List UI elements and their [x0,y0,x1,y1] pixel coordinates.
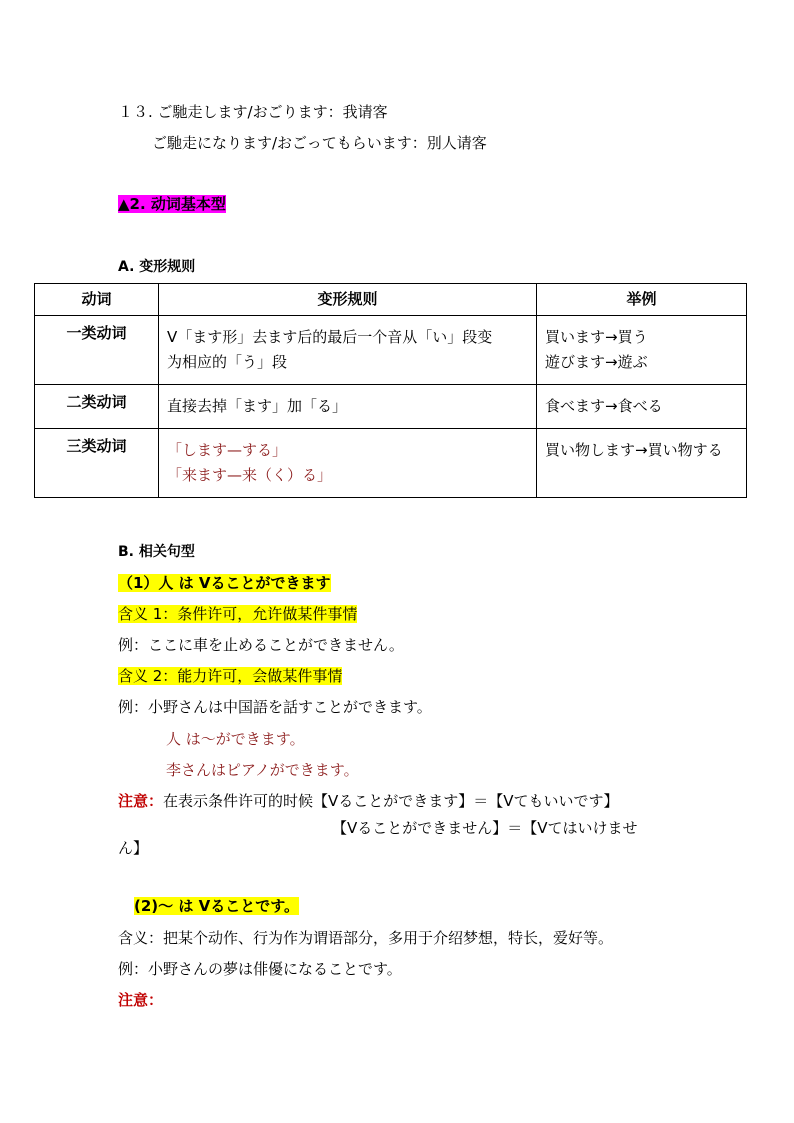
item13-line2: ご馳走になります/おごってもらいます：別人请客 [152,134,487,152]
example-line: 遊びます→遊ぶ [545,353,648,371]
pattern1-title: （1）人 は Vることができます [118,574,331,592]
table-row [35,385,747,429]
pattern2-note-label: 注意： [118,991,164,1009]
section2-title-text: ▲2. 动词基本型 [118,195,226,213]
pattern2-title: (2)～ は Vることです。 [134,897,300,915]
note-line2: 【Vることができません】＝【Vてはいけませ [332,819,638,837]
pattern1-meaning1: 含义 1：条件许可，允许做某件事情 [118,605,358,623]
verb-type-cell: 三类动词 [35,429,159,498]
note-label: 注意： [118,792,164,810]
rule-cell [159,385,537,429]
verb-type-cell: 二类动词 [35,385,159,429]
note-line1: 在表示条件许可的时候【Vることができます】＝【Vてもいいです】 [163,792,619,810]
conjugation-table [34,283,747,498]
rule-line: 「します—する」 [167,441,288,459]
table-row [35,429,747,498]
pattern1-meaning1-wrap [118,604,357,624]
pattern2-meaning: 含义：把某个动作、行为作为谓语部分，多用于介绍梦想，特长，爱好等。 [118,929,614,947]
pattern1-example1: 例：ここに車を止めることができません。 [118,636,404,654]
note-line3: ん】 [118,839,149,857]
pattern1-note [118,791,619,811]
rule-line: 为相应的「う」段 [167,353,288,371]
table-row [35,316,747,385]
section2-title [118,194,226,214]
example-cell [537,429,747,498]
rule-line: 「来ます—来（く）る」 [167,466,333,484]
header-example: 举例 [537,284,747,316]
example-cell [537,385,747,429]
header-verb: 动词 [35,284,159,316]
pattern1-sub2: 李さんはピアノができます。 [166,761,359,779]
rule-cell [159,429,537,498]
partA-title: A. 变形规则 [118,259,196,275]
example-line: 食べます→食べる [545,397,663,415]
pattern1-meaning2-wrap [118,666,342,686]
table-header-row [35,284,747,316]
rule-line: V「ます形」去ます后的最后一个音从「い」段变 [167,328,493,346]
item13-line1: １３. ご馳走します/おごります：我请客 [118,103,388,121]
pattern1-sub1: 人 は～ができます。 [166,730,305,748]
example-line: 買います→買う [545,328,648,346]
pattern2-example: 例：小野さんの夢は俳優になることです。 [118,960,402,978]
pattern2-title-wrap [134,896,299,916]
verb-type-cell: 一类动词 [35,316,159,385]
pattern1-example2: 例：小野さんは中国語を話すことができます。 [118,698,432,716]
rule-line: 直接去掉「ます」加「る」 [167,397,348,415]
pattern1-title-wrap [118,573,331,593]
rule-cell [159,316,537,385]
partB-title: B. 相关句型 [118,544,195,560]
example-line: 買い物します→買い物する [545,441,723,459]
example-cell [537,316,747,385]
header-rule: 变形规则 [159,284,537,316]
pattern1-meaning2: 含义 2：能力许可，会做某件事情 [118,667,343,685]
